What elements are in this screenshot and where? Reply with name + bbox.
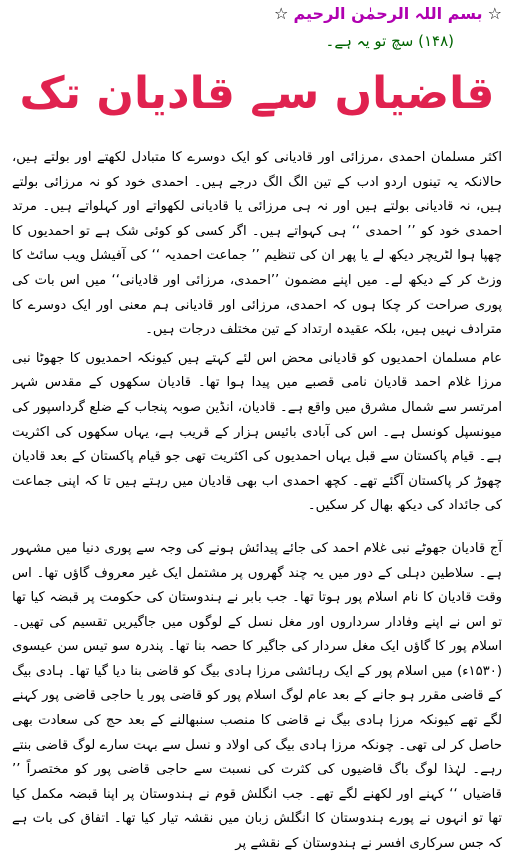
basmala-text: بسم اللہ الرحمٰن الرحیم bbox=[293, 4, 483, 23]
basmala-line bbox=[12, 4, 502, 30]
article-body bbox=[12, 146, 502, 852]
page-title: قاضیاں سے قادیان تک bbox=[19, 68, 495, 119]
chapter-note: (۱۴۸) سچ تو یہ ہے۔ bbox=[325, 32, 454, 50]
star-icon: ☆ bbox=[487, 4, 502, 23]
paragraph: عام مسلمان احمدیوں کو قادیانی محض اس لئے کہتے ہیں کیونکہ احمدیوں کا جھوٹا نبی مرزا غلام احمد قادیان نامی قصبے میں پیدا ہوا تھا۔ قادیان سکھوں کے مقدس شہر امرتسر سے شمال مشرق میں واقع ہے۔ قادیان، انڈین صوبہ پنجاب کے ضلع گرداسپور کی میونسپل کونسل ہے۔ اس کی آبادی بائیس ہزار کے قریب ہے، یہاں سکھوں کی اکثریت ہے۔ قیام پاکستان سے قبل یہاں احمدیوں کی اکثریت تھی جو قیام پاکستان کے بعد قادیان چھوڑ کر پاکستان آگئے تھے۔ کچھ احمدی اب بھی قادیان میں رہتے ہیں تا کہ اپنی جماعت کی جائداد کی دیکھ بھال کر سکیں۔ bbox=[12, 350, 502, 514]
star-icon: ☆ bbox=[274, 4, 289, 23]
paragraph: آج قادیان جھوٹے نبی غلام احمد کی جائے پیدائش ہونے کی وجہ سے پوری دنیا میں مشہور ہے۔ سلاطین دہلی کے دور میں یہ چند گھروں پر مشتمل ایک غیر معروف گاؤں تھا۔ اس وقت قادیان کا نام اسلام پور ہوتا تھا۔ جب بابر نے ہندوستان کی حکومت پر قبضہ کیا تھا تو اس نے اپنے وفادار سرداروں اور مغل نسل کے لوگوں میں جاگیریں تقسیم کی تھیں۔ اسلام پور کا گاؤں ایک مغل سردار کی جاگیر کا حصہ بنا تھا۔ پندرہ سو تیس سن عیسوی (۱۵۳۰ء) میں اسلام پور کے ایک رہائشی مرزا ہادی بیگ کو قاضی بنا دیا گیا تھا۔ ہادی بیگ کے قاضی مقرر ہو جانے کے بعد عام لوگ اسلام پور کو قاضی پور یا حاجی قاضی پور کہنے لگے تھے کیونکہ مرزا ہادی بیگ نے قاضی کا منصب سنبھالنے کے بعد حج کی سعادت بھی حاصل کر لی تھی۔ چونکہ مرزا ہادی بیگ کی اولاد و نسل سے بہت سارے لوگ قاضی بنتے رہے۔ لہٰذا لوگ باگ قاضیوں کی کثرت کی نسبت سے حاجی قاضی پور کو مختصراً ’’ قاضیاں ‘‘ کہنے اور لکھنے لگے تھے۔ جب انگلش قوم نے ہندوستان پر اپنا قبضہ مکمل کیا تھا تو انہوں نے پورے ہندوستان کا انگلش زبان میں نقشہ تیار کیا تھا۔ اتفاق کی بات ہے کہ جس سرکاری افسر نے ہندوستان کے نقشے پر bbox=[12, 540, 502, 852]
paragraph: اکثر مسلمان احمدی ،مرزائی اور قادیانی کو ایک دوسرے کا متبادل لکھتے اور بولتے ہیں، حالانکہ یہ تینوں اردو ادب کے تین الگ الگ درجے ہیں۔ احمدی خود کو نہ مرزائی بولتے ہیں، نہ قادیانی بولتے ہیں اور نہ ہی مرزائی یا قادیانی لکھواتے اور کہلواتے ہیں۔ مرتد احمدی خود کو ’’ احمدی ‘‘ ہی کہواتے ہیں۔ اگر کسی کو کوئی شک ہے تو احمدیوں کا چھپا ہوا لٹریچر دیکھ لے یا پھر ان کی تنظیم ’’ جماعت احمدیہ ‘‘ کی آفیشل ویب سائٹ کا وزٹ کر کے دیکھ لے۔ میں اپنے مضمون ’’احمدی، مرزائی اور قادیانی‘‘ میں اس بات کی پوری صراحت کر چکا ہوں کہ احمدی، مرزائی اور قادیانی ہم معنی اور ایک دوسرے کا مترادف نہیں ہیں، بلکہ عقیدہ ارتداد کے تین مختلف درجات ہیں۔ bbox=[12, 150, 502, 338]
